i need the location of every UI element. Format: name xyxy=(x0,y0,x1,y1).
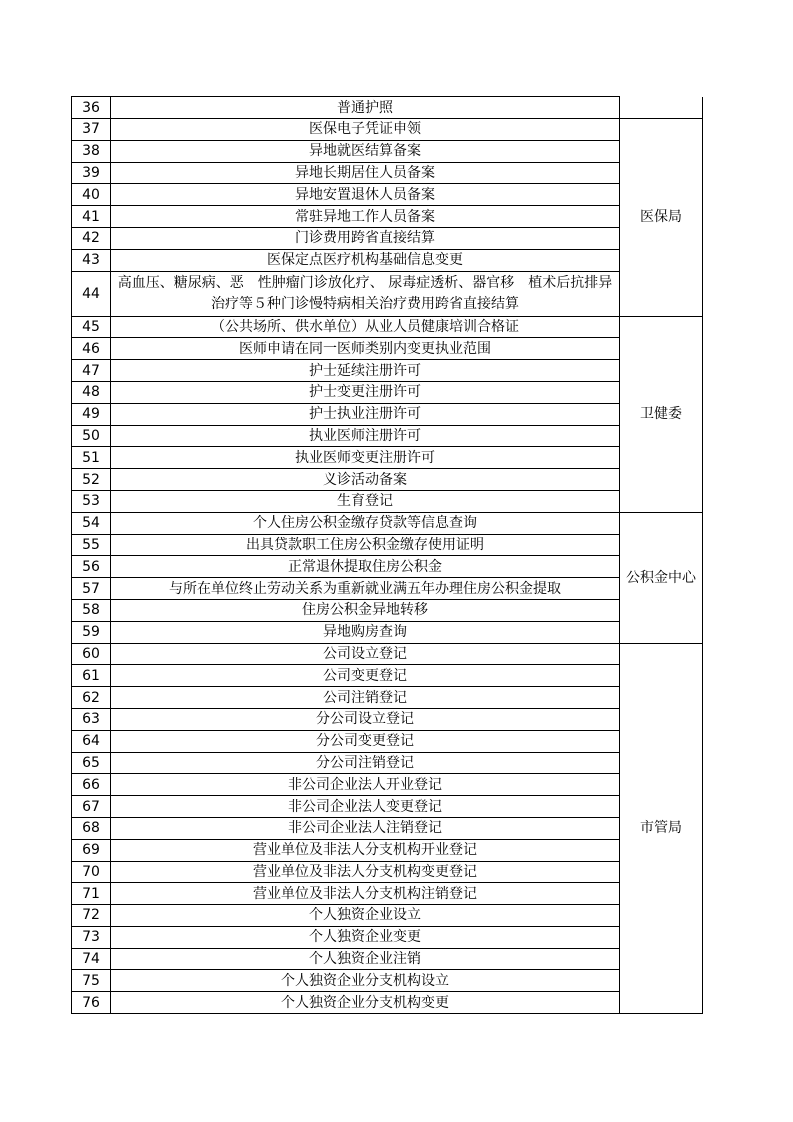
table-row xyxy=(72,883,703,905)
row-number: 55 xyxy=(72,534,111,556)
table-row xyxy=(72,861,703,883)
service-item-name: 营业单位及非法人分支机构变更登记 xyxy=(111,861,620,883)
service-item-name: 医保电子凭证申领 xyxy=(111,119,620,141)
row-number: 74 xyxy=(72,948,111,970)
table-row xyxy=(72,774,703,796)
service-item-name: 执业医师注册许可 xyxy=(111,425,620,447)
row-number: 61 xyxy=(72,665,111,687)
row-number: 68 xyxy=(72,817,111,839)
row-number: 48 xyxy=(72,381,111,403)
table-row xyxy=(72,534,703,556)
table-row xyxy=(72,184,703,206)
service-item-name: 异地购房查询 xyxy=(111,621,620,643)
service-item-name: 住房公积金异地转移 xyxy=(111,599,620,621)
service-item-name: 个人住房公积金缴存贷款等信息查询 xyxy=(111,512,620,534)
row-number: 36 xyxy=(72,97,111,119)
service-item-name: 异地安置退休人员备案 xyxy=(111,184,620,206)
table-row xyxy=(72,752,703,774)
service-item-name: （公共场所、供水单位）从业人员健康培训合格证 xyxy=(111,316,620,338)
row-number: 62 xyxy=(72,687,111,709)
table-row xyxy=(72,425,703,447)
department-cell xyxy=(620,97,703,119)
table-row xyxy=(72,905,703,927)
service-item-name: 公司注销登记 xyxy=(111,687,620,709)
row-number: 50 xyxy=(72,425,111,447)
table-row xyxy=(72,490,703,512)
row-number: 57 xyxy=(72,578,111,600)
table-row xyxy=(72,140,703,162)
department-cell: 卫健委 xyxy=(620,316,703,512)
row-number: 51 xyxy=(72,447,111,469)
table-row xyxy=(72,578,703,600)
service-item-name: 高血压、糖尿病、恶 性肿瘤门诊放化疗、 尿毒症透析、器官移 植术后抗排异治疗等５种门诊慢特病相关治疗费用跨省直接结算 xyxy=(111,271,620,316)
service-item-name: 分公司变更登记 xyxy=(111,730,620,752)
service-item-name: 非公司企业法人变更登记 xyxy=(111,796,620,818)
row-number: 56 xyxy=(72,556,111,578)
table-row xyxy=(72,403,703,425)
row-number: 46 xyxy=(72,338,111,360)
table-row xyxy=(72,206,703,228)
service-item-name: 正常退休提取住房公积金 xyxy=(111,556,620,578)
service-item-name: 个人独资企业设立 xyxy=(111,905,620,927)
table-row xyxy=(72,512,703,534)
table-row xyxy=(72,271,703,316)
row-number: 54 xyxy=(72,512,111,534)
service-item-name: 执业医师变更注册许可 xyxy=(111,447,620,469)
service-item-name: 门诊费用跨省直接结算 xyxy=(111,227,620,249)
service-item-name: 个人独资企业分支机构设立 xyxy=(111,970,620,992)
service-item-name: 营业单位及非法人分支机构注销登记 xyxy=(111,883,620,905)
service-item-name: 公司变更登记 xyxy=(111,665,620,687)
row-number: 43 xyxy=(72,249,111,271)
service-item-name: 个人独资企业变更 xyxy=(111,926,620,948)
row-number: 42 xyxy=(72,227,111,249)
table-row xyxy=(72,119,703,141)
table-row xyxy=(72,992,703,1014)
row-number: 41 xyxy=(72,206,111,228)
service-item-name: 异地就医结算备案 xyxy=(111,140,620,162)
service-item-name: 义诊活动备案 xyxy=(111,469,620,491)
row-number: 69 xyxy=(72,839,111,861)
service-item-name: 医师申请在同一医师类别内变更执业范围 xyxy=(111,338,620,360)
row-number: 53 xyxy=(72,490,111,512)
service-item-name: 分公司注销登记 xyxy=(111,752,620,774)
table-row xyxy=(72,249,703,271)
table-row xyxy=(72,556,703,578)
service-item-name: 与所在单位终止劳动关系为重新就业满五年办理住房公积金提取 xyxy=(111,578,620,600)
service-item-name: 常驻异地工作人员备案 xyxy=(111,206,620,228)
service-item-name: 个人独资企业注销 xyxy=(111,948,620,970)
row-number: 64 xyxy=(72,730,111,752)
service-items-table xyxy=(71,96,703,1014)
row-number: 71 xyxy=(72,883,111,905)
table-row xyxy=(72,316,703,338)
table-row xyxy=(72,338,703,360)
department-cell: 市管局 xyxy=(620,643,703,1014)
row-number: 76 xyxy=(72,992,111,1014)
row-number: 47 xyxy=(72,360,111,382)
table-row xyxy=(72,796,703,818)
service-item-name: 分公司设立登记 xyxy=(111,708,620,730)
service-item-name: 非公司企业法人开业登记 xyxy=(111,774,620,796)
row-number: 59 xyxy=(72,621,111,643)
row-number: 75 xyxy=(72,970,111,992)
service-item-name: 异地长期居住人员备案 xyxy=(111,162,620,184)
table-row xyxy=(72,621,703,643)
service-item-name: 护士执业注册许可 xyxy=(111,403,620,425)
service-item-name: 非公司企业法人注销登记 xyxy=(111,817,620,839)
table-row xyxy=(72,360,703,382)
service-item-name: 出具贷款职工住房公积金缴存使用证明 xyxy=(111,534,620,556)
department-cell: 医保局 xyxy=(620,119,703,317)
table-row xyxy=(72,926,703,948)
table-row xyxy=(72,643,703,665)
service-item-name: 个人独资企业分支机构变更 xyxy=(111,992,620,1014)
row-number: 45 xyxy=(72,316,111,338)
row-number: 49 xyxy=(72,403,111,425)
row-number: 38 xyxy=(72,140,111,162)
department-cell: 公积金中心 xyxy=(620,512,703,643)
table-body xyxy=(72,97,703,1014)
row-number: 63 xyxy=(72,708,111,730)
row-number: 40 xyxy=(72,184,111,206)
row-number: 37 xyxy=(72,119,111,141)
row-number: 67 xyxy=(72,796,111,818)
row-number: 66 xyxy=(72,774,111,796)
row-number: 65 xyxy=(72,752,111,774)
table-row xyxy=(72,97,703,119)
service-item-name: 护士延续注册许可 xyxy=(111,360,620,382)
row-number: 73 xyxy=(72,926,111,948)
table-row xyxy=(72,381,703,403)
table-row xyxy=(72,599,703,621)
service-item-name: 公司设立登记 xyxy=(111,643,620,665)
row-number: 60 xyxy=(72,643,111,665)
row-number: 52 xyxy=(72,469,111,491)
table-row xyxy=(72,687,703,709)
service-item-name: 营业单位及非法人分支机构开业登记 xyxy=(111,839,620,861)
table-row xyxy=(72,447,703,469)
table-row xyxy=(72,227,703,249)
service-item-name: 普通护照 xyxy=(111,97,620,119)
table-row xyxy=(72,162,703,184)
table-row xyxy=(72,708,703,730)
table-row xyxy=(72,948,703,970)
row-number: 70 xyxy=(72,861,111,883)
row-number: 39 xyxy=(72,162,111,184)
row-number: 44 xyxy=(72,271,111,316)
service-item-name: 医保定点医疗机构基础信息变更 xyxy=(111,249,620,271)
service-item-name: 护士变更注册许可 xyxy=(111,381,620,403)
table-row xyxy=(72,730,703,752)
table-row xyxy=(72,839,703,861)
service-item-name: 生育登记 xyxy=(111,490,620,512)
row-number: 72 xyxy=(72,905,111,927)
table-row xyxy=(72,970,703,992)
table-row xyxy=(72,469,703,491)
table-row xyxy=(72,665,703,687)
table-row xyxy=(72,817,703,839)
row-number: 58 xyxy=(72,599,111,621)
